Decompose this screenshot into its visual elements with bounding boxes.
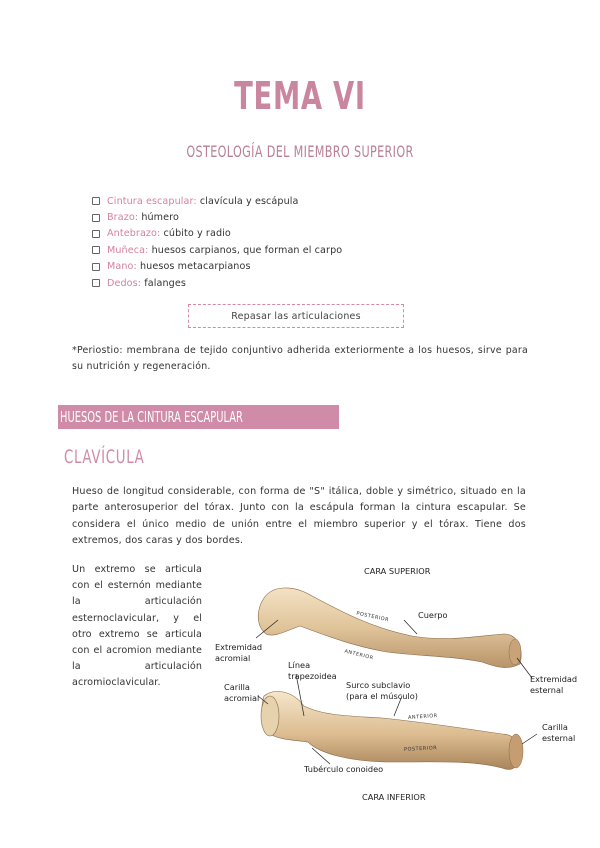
extremidad-acromial-label: Extremidad acromial: [215, 642, 263, 663]
extremidad-esternal-label: Extremidad esternal: [530, 674, 578, 695]
list-item: [92, 193, 342, 209]
cara-inferior-label: CARA INFERIOR: [362, 792, 426, 802]
upper-clavicle: [258, 588, 521, 668]
list-item-term: Brazo:: [107, 212, 139, 224]
list-item-desc: húmero: [141, 212, 179, 224]
list-item: [92, 226, 342, 242]
subsection-header: CLAVÍCULA: [64, 446, 145, 468]
list-item-term: Cintura escapular:: [107, 195, 197, 207]
carilla-acromial-label: Carilla acromial: [224, 682, 260, 703]
acromial-facet-shape: [261, 696, 279, 736]
checkbox[interactable]: [92, 246, 100, 254]
list-item-term: Dedos:: [107, 277, 142, 289]
list-item: [92, 275, 342, 291]
articulation-paragraph: Un extremo se articula con el esternón mediante la articulación esternoclavicular, y el otro extremo se articula con el acromion mediante la articulación acromioclavicular.: [72, 564, 202, 689]
checkbox[interactable]: [92, 197, 100, 205]
clavicula-paragraph: Hueso de longitud considerable, con forma de "S" itálica, doble y simétrico, situado en la parte anterosuperior del tórax. Junto con la escápula forman la cintura escapular. Se considera el único medio de unión entre el miembro superior y el tórax. Tiene dos extremos, dos caras y dos bordes.: [72, 486, 526, 547]
anterior-top-label: ANTERIOR: [343, 648, 375, 662]
periostio-note: *Periostio: membrana de tejido conjuntivo adherida exteriormente a los huesos, sirve para su nutrición y regeneración.: [72, 345, 528, 372]
list-item-desc: clavícula y escápula: [199, 195, 299, 207]
list-item-desc: huesos carpianos, que forman el carpo: [151, 244, 343, 256]
list-item: [92, 209, 342, 225]
tuberculo-conoideo-label: Tubérculo conoideo: [304, 764, 384, 774]
clavicle-illustration: [212, 556, 582, 810]
posterior-bottom-label: POSTERIOR: [403, 745, 438, 753]
list-item: [92, 259, 342, 275]
checkbox[interactable]: [92, 214, 100, 222]
linea-trapezoidea-label: Línea trapezoidea: [288, 660, 337, 681]
sternal-facet-shape: [509, 734, 523, 768]
posterior-top-label: POSTERIOR: [355, 610, 390, 624]
list-item-term: Muñeca:: [107, 244, 149, 256]
list-item-desc: falanges: [144, 277, 186, 289]
cara-superior-label: CARA SUPERIOR: [364, 566, 431, 576]
review-callout: Repasar las articulaciones: [188, 304, 404, 328]
carilla-esternal-label: Carilla esternal: [542, 722, 576, 743]
list-item-desc: huesos metacarpianos: [140, 261, 251, 273]
lower-clavicle: [262, 691, 522, 769]
list-item: [92, 242, 342, 258]
page-title: TEMA VI: [234, 74, 366, 118]
list-item-desc: cúbito y radio: [163, 228, 231, 240]
checkbox[interactable]: [92, 230, 100, 238]
list-item-term: Antebrazo:: [107, 228, 161, 240]
checkbox[interactable]: [92, 279, 100, 287]
section-header: [58, 405, 339, 429]
section-header-text: HUESOS DE LA CINTURA ESCAPULAR: [60, 408, 243, 426]
page-subtitle: OSTEOLOGÍA DEL MIEMBRO SUPERIOR: [186, 142, 414, 161]
anterior-bottom-label: ANTERIOR: [407, 712, 438, 722]
list-item-term: Mano:: [107, 261, 137, 273]
cuerpo-label: Cuerpo: [418, 610, 448, 620]
surco-subclavio-label: Surco subclavio (para el músculo): [346, 680, 418, 701]
bone-checklist: [92, 193, 342, 291]
checkbox[interactable]: [92, 263, 100, 271]
